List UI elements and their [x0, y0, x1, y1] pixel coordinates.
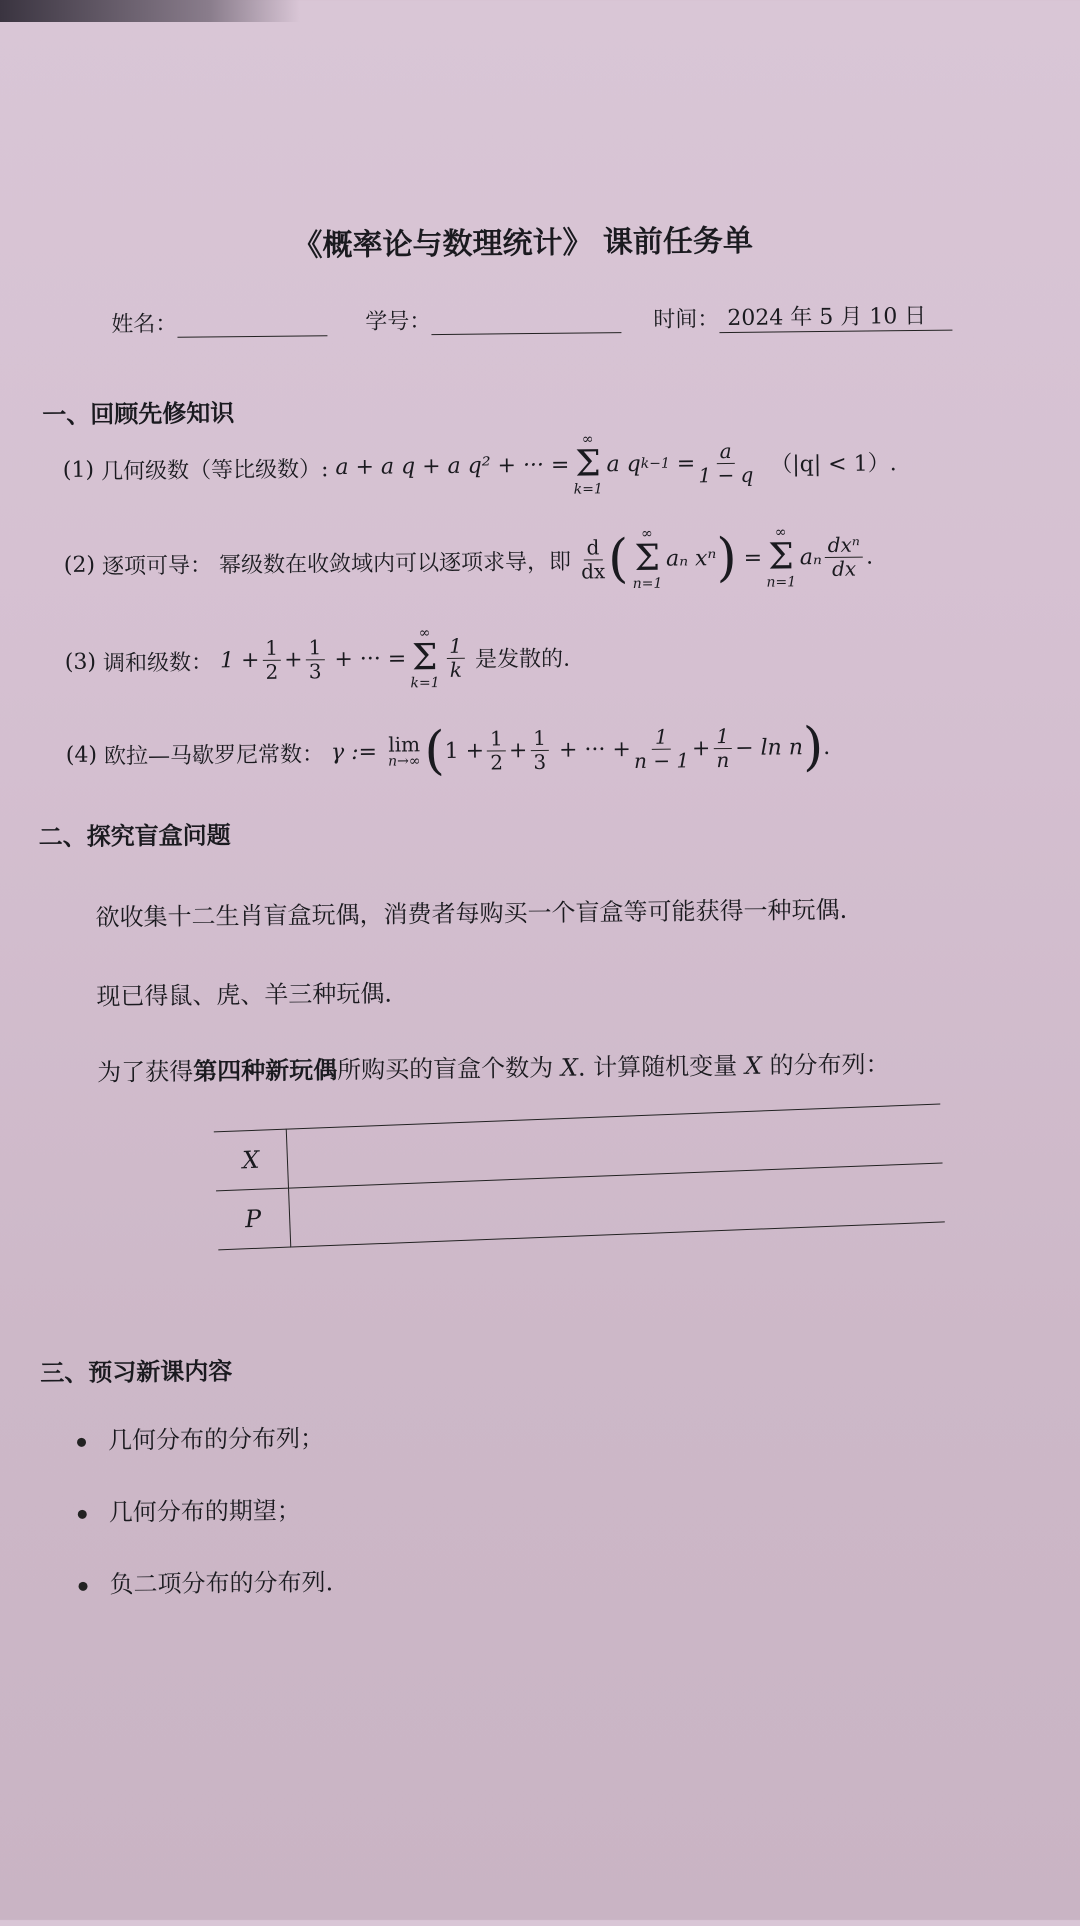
math-lhs: a + a q + a q² + ··· =: [335, 452, 570, 480]
item-label: 欧拉—马歇罗尼常数：: [103, 741, 325, 770]
id-field[interactable]: [365, 302, 621, 336]
item-harmonic-series: (3) 调和级数： 1 + $\frac{1}{2}$ + $\frac{1}{3}$ + ··· = ∞ Σ k=1 $\frac{1}{k}$ 是发散的.: [64, 625, 571, 692]
sum-symbol: ∞ Σ k=1: [573, 431, 603, 498]
fraction: $\frac{a}{1 - q}$: [698, 438, 754, 487]
time-value: 2024 年 5 月 10 日: [719, 299, 952, 333]
item-euler-constant: (4) 欧拉—马歇罗尼常数： γ := lim n→∞ ( 1 + $\frac{1}{2}$ + $\frac{1}{3}$ + ··· + $\frac{1}{n - 1}$ + $\frac{1}{n}$ − ln n ) .: [65, 717, 831, 782]
list-item: 负二项分布的分布列.: [78, 1562, 333, 1600]
item-number: (4): [65, 742, 98, 768]
item-label: 逐项可导：: [101, 552, 213, 580]
page-title: 《概率论与数理统计》 课前任务单: [292, 223, 754, 264]
id-label: 学号：: [365, 309, 432, 335]
fraction: $\frac{1}{3}$: [530, 726, 549, 773]
fraction: $\frac{1}{3}$: [305, 636, 324, 683]
item-number: (1): [62, 457, 95, 483]
item-number: (2): [63, 552, 96, 578]
sum-symbol: ∞ Σ n=1: [632, 525, 663, 593]
section1-heading: 一、回顾先修知识: [42, 398, 235, 430]
derivative-operator: $\frac{d}{dx}$: [581, 534, 606, 584]
time-label: 时间：: [653, 307, 720, 333]
sum-symbol: ∞ Σ n=1: [766, 524, 797, 591]
problem-paragraph-2: 现已得鼠、虎、羊三种玩偶.: [96, 979, 393, 1011]
math-term: aₙ: [799, 544, 822, 570]
bullet-icon: [78, 1510, 87, 1519]
fraction: $\frac{1}{k}$: [446, 634, 465, 681]
fraction: $\frac{1}{2}$: [487, 727, 506, 774]
item-text: 是发散的.: [474, 646, 571, 673]
name-blank[interactable]: [177, 313, 327, 338]
list-item: 几何分布的期望；: [78, 1491, 301, 1528]
name-field[interactable]: [111, 305, 327, 338]
problem-paragraph-1: 欲收集十二生肖盲盒玩偶，消费者每购买一个盲盒等可能获得一种玩偶.: [95, 895, 848, 932]
section3-heading: 三、预习新课内容: [40, 1356, 233, 1388]
sum-symbol: ∞ Σ k=1: [410, 625, 440, 692]
bullet-icon: [77, 1438, 86, 1447]
bullet-icon: [78, 1582, 87, 1591]
item-label: 调和级数：: [102, 649, 214, 677]
time-field: [653, 299, 952, 334]
fraction: $\frac{\text{dxⁿ}}{dx}$: [825, 533, 864, 580]
math-term: aₙ xⁿ: [665, 545, 717, 572]
condition: （|q| < 1）.: [770, 450, 897, 478]
item-geometric-series: [62, 416, 897, 515]
item-text: 幂级数在收敛域内可以逐项求导，即: [218, 549, 572, 578]
section2-heading: 二、探究盲盒问题: [38, 820, 231, 852]
item-termwise-derivative: (2) 逐项可导： 幂级数在收敛域内可以逐项求导，即 $\frac{d}{dx}$ ( ∞ Σ n=1 aₙ xⁿ ) = ∞ Σ n=1 aₙ $\frac{\text{dxⁿ}}{dx}$ .: [63, 524, 874, 593]
equals-sign: =: [676, 450, 696, 477]
fraction: $\frac{1}{n - 1}$: [633, 724, 690, 773]
math-exponent: k−1: [640, 455, 670, 472]
item-label: 几何级数（等比级数）:: [100, 456, 329, 485]
item-number: (3): [64, 649, 97, 675]
row-label-p: P: [216, 1188, 291, 1250]
row-label-x: X: [214, 1129, 289, 1191]
fraction: $\frac{1}{n}$: [713, 724, 732, 771]
id-blank[interactable]: [431, 310, 621, 335]
limit-operator: lim n→∞: [388, 732, 421, 770]
emphasis-text: 第四种新玩偶: [192, 1055, 338, 1086]
problem-paragraph-3: 为了获得第四种新玩偶所购买的盲盒个数为 X. 计算随机变量 X 的分布列：: [97, 1050, 890, 1087]
math-term: a q: [606, 451, 641, 477]
list-item: 几何分布的分布列；: [77, 1418, 324, 1456]
name-label: 姓名：: [111, 311, 178, 338]
distribution-table: [214, 1104, 945, 1251]
fraction: $\frac{1}{2}$: [262, 636, 281, 683]
equals-sign: =: [743, 545, 763, 571]
